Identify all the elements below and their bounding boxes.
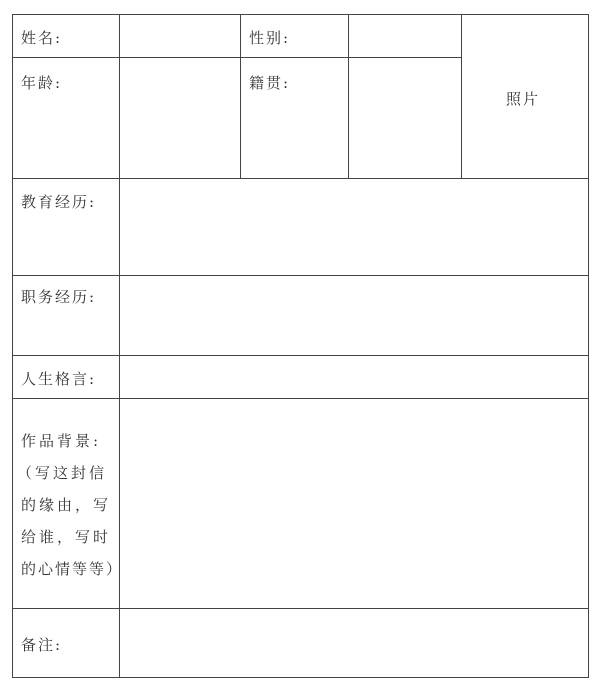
education-label: 教育经历: bbox=[21, 193, 97, 211]
photo-label: 照片 bbox=[506, 90, 541, 108]
background-label: 作品背景: bbox=[21, 432, 102, 450]
origin-field[interactable] bbox=[349, 58, 461, 178]
background-hint-line: 的心情等等） bbox=[21, 560, 124, 578]
age-field[interactable] bbox=[120, 58, 240, 178]
name-label: 姓名: bbox=[21, 29, 63, 47]
education-field[interactable] bbox=[120, 179, 588, 275]
name-field[interactable] bbox=[120, 15, 240, 57]
age-label: 年龄: bbox=[21, 74, 63, 92]
background-hint-line: （写这封信 bbox=[17, 464, 108, 482]
remarks-label: 备注: bbox=[21, 636, 63, 654]
table-border-bottom bbox=[12, 677, 589, 678]
table-border-right bbox=[588, 14, 589, 678]
motto-field[interactable] bbox=[120, 356, 588, 398]
column-divider bbox=[240, 14, 241, 179]
background-label-group bbox=[17, 425, 124, 585]
background-field[interactable] bbox=[120, 399, 588, 608]
remarks-field[interactable] bbox=[120, 609, 588, 677]
table-border-left bbox=[12, 14, 13, 678]
motto-label: 人生格言: bbox=[21, 370, 97, 388]
career-field[interactable] bbox=[120, 276, 588, 355]
background-hint-line: 给谁，写时 bbox=[21, 528, 112, 546]
background-hint-line: 的缘由，写 bbox=[21, 496, 112, 514]
gender-label: 性别: bbox=[249, 29, 291, 47]
gender-field[interactable] bbox=[349, 15, 461, 57]
origin-label: 籍贯: bbox=[249, 74, 291, 92]
career-label: 职务经历: bbox=[21, 288, 97, 306]
